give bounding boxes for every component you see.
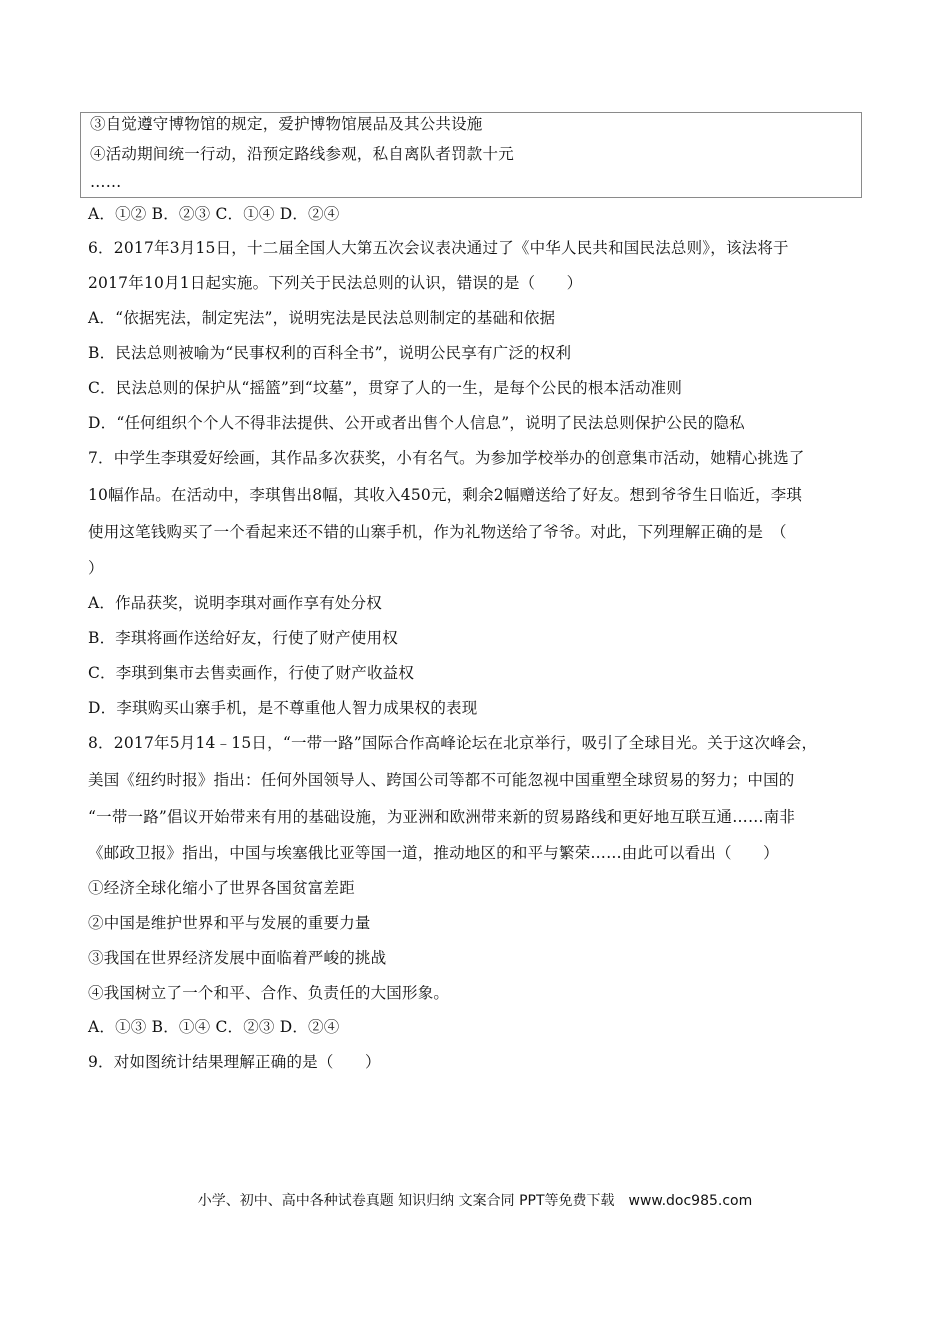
- q8-stem-line-4: 《邮政卫报》指出，中国与埃塞俄比亚等国一道，推动地区的和平与繁荣……由此可以看出（ ）: [88, 844, 779, 862]
- q8-item-2: ②中国是维护世界和平与发展的重要力量: [88, 914, 371, 932]
- q6-option-a: A．“依据宪法，制定宪法”，说明宪法是民法总则制定的基础和依据: [88, 309, 556, 327]
- q7-option-b: B．李琪将画作送给好友，行使了财产使用权: [88, 629, 398, 647]
- q6-option-b: B．民法总则被喻为“民事权利的百科全书”，说明公民享有广泛的权利: [88, 344, 572, 362]
- q8-stem-line-2: 美国《纽约时报》指出：任何外国领导人、跨国公司等都不可能忽视中国重塑全球贸易的努力；中国的: [88, 771, 795, 789]
- box-option-3: ③自觉遵守博物馆的规定，爱护博物馆展品及其公共设施: [90, 115, 483, 133]
- q7-stem-line-2: 10幅作品。在活动中，李琪售出8幅，其收入450元，剩余2幅赠送给了好友。想到爷爷生日临近，李琪: [88, 486, 803, 504]
- q7-stem-line-3: 使用这笔钱购买了一个看起来还不错的山寨手机，作为礼物送给了爷爷。对此，下列理解正确的是 （: [88, 523, 787, 541]
- q7-stem-line-1: 7．中学生李琪爱好绘画，其作品多次获奖，小有名气。为参加学校举办的创意集市活动，她精心挑选了: [88, 449, 805, 467]
- q7-stem-line-4: ）: [88, 559, 104, 577]
- q8-stem-line-3: “一带一路”倡议开始带来有用的基础设施，为亚洲和欧洲带来新的贸易路线和更好地互联互通……南非: [88, 808, 796, 826]
- q6-stem-line-1: 6．2017年3月15日，十二届全国人大第五次会议表决通过了《中华人民共和国民法总则》，该法将于: [88, 239, 789, 257]
- q8-item-4: ④我国树立了一个和平、合作、负责任的大国形象。: [88, 984, 450, 1002]
- q8-stem-line-1: 8．2017年5月14﹣15日，“一带一路”国际合作高峰论坛在北京举行，吸引了全球目光。关于这次峰会，: [88, 734, 818, 752]
- q8-item-3: ③我国在世界经济发展中面临着严峻的挑战: [88, 949, 387, 967]
- q8-answer-choices: A．①③ B．①④ C．②③ D．②④: [88, 1018, 340, 1036]
- q6-option-d: D．“任何组织个个人不得非法提供、公开或者出售个人信息”，说明了民法总则保护公民的隐私: [88, 414, 745, 432]
- q5-answer-choices: A．①② B．②③ C．①④ D．②④: [88, 205, 340, 223]
- q6-stem-line-2: 2017年10月1日起实施。下列关于民法总则的认识，错误的是（ ）: [88, 274, 583, 292]
- q7-option-a: A．作品获奖，说明李琪对画作享有处分权: [88, 594, 382, 612]
- q7-option-c: C．李琪到集市去售卖画作，行使了财产收益权: [88, 664, 415, 682]
- page-footer: 小学、初中、高中各种试卷真题 知识归纳 文案合同 PPT等免费下载 www.doc985.com: [197, 1193, 753, 1209]
- q9-stem: 9．对如图统计结果理解正确的是（ ）: [88, 1053, 381, 1071]
- box-option-4: ④活动期间统一行动，沿预定路线参观，私自离队者罚款十元: [90, 145, 514, 163]
- q6-option-c: C．民法总则的保护从“摇篮”到“坟墓”，贯穿了人的一生，是每个公民的根本活动准则: [88, 379, 683, 397]
- q7-option-d: D．李琪购买山寨手机，是不尊重他人智力成果权的表现: [88, 699, 478, 717]
- q8-item-1: ①经济全球化缩小了世界各国贫富差距: [88, 879, 355, 897]
- box-ellipsis: ……: [90, 173, 122, 191]
